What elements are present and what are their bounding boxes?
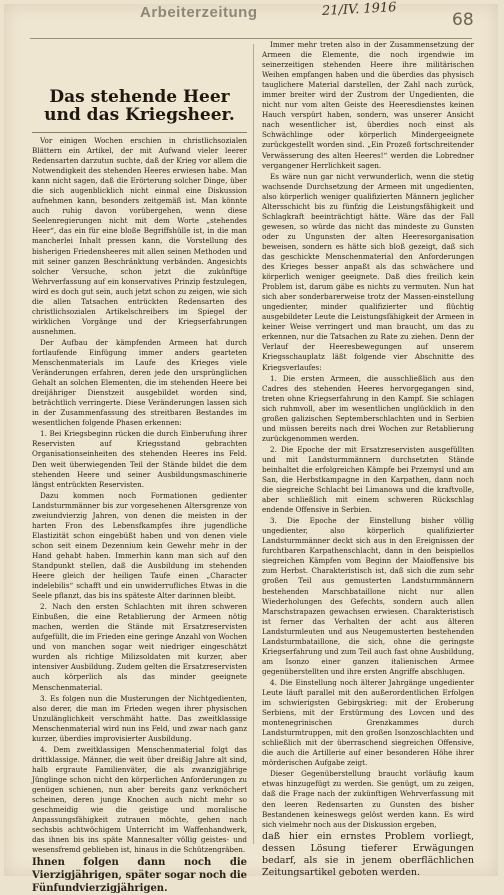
article-headline: Das stehende Heer und das Kriegsheer. xyxy=(44,87,235,125)
paragraph: Vor einigen Wochen erschien in christlichsozialen Blättern ein Artikel, der mit Aufwand vieler leerer Redensarten darzutun suchte, daß der Krieg vor allem die Notwendigkeit des stehenden Heeres erwiesen habe. Man kann nicht sagen, daß die Erörterung solcher Dinge, über die sich augenblicklich nicht einmal eine Diskussion aufnehmen kann, besonders zeitgemäß ist. Man könnte auch ruhig davon vorübergehen, wenn diese Seelenregierungen nicht mit dem Worte „stehendes Heer“, das ein für eine bloße Begriffshülle ist, in die man mancherlei Inhalt pressen kann, die Vorstellung des bisherigen Friedensheeres mit allen seinen Methoden und mit seiner ganzen Beschränktung verbänden. Angesichts solcher Versuche, schon jetzt die zukünftige Wehrverfassung auf ein konservatives Prinzip festzulegen, wird es doch gut sein, auch jetzt schon zu zeigen, wie sich die allen Tatsachen entrückten Redensarten des christlichsozialen Artikelschreibers im Spiegel der wirklichen Vorgänge und der Kriegserfahrungen ausnehmen. xyxy=(32,136,247,336)
top-rule xyxy=(30,38,472,39)
page-number: 68 xyxy=(452,10,474,30)
paragraph: Es wäre nun gar nicht verwunderlich, wenn die stetig wachsende Durchsetzung der Armeen mit ungedienten, also körperlich weniger qualifizierten Männern jeglicher Altersschicht bis zu fünfzig die Leistungsfähigkeit und Schlagkraft beeinträchtigt hätte. Wäre das der Fall gewesen, so würde das nicht das mindeste zu Gunsten oder zu Ungunsten der alten Heeresorganisation beweisen, sondern es hätte sich bloß gezeigt, daß sich das geschickte Menschenmaterial den Anforderungen des Krieges besser anpaßt als das schwächere und körperlich weniger geeignete. Daß dies freilich kein Problem ist, darum gäbe es nichts zu vermuten. Nun hat sich aber sonderbarerweise trotz der Massen-einstellung ungedienter, minder qualifizierter und flüchtig ausgebildeter Leute die Leistungsfähigkeit der Armeen in keiner Weise verringert und man braucht, um das zu erkennen, nur die Tatsachen zu Rate zu ziehen. Denn der Verlauf der Heeresbewegungen auf unserem Kriegsschauplatz läßt folgende vier Abschnitte des Kriegsverlaufes: xyxy=(262,171,474,372)
paragraph: 4. Die Einstellung noch älterer Jahrgänge ungedienter Leute läuft parallel mit den außerordentlichen Erfolgen im schwierigsten Gebirgskrieg: mit der Eroberung Serbiens, mit der Erstürmung des Lovcen und des montenegrinischen Grenzkammes durch Landsturmtruppen, mit den großen Isonzoschlachten und schließlich mit der überraschend siegreichen Offensive, die auch die Artillerie auf einer besonderen Höhe ihrer mörderischen Aufgabe zeigt. xyxy=(262,677,474,768)
paragraph: 2. Die Epoche der mit Ersatzreservisten ausgefüllten und mit Landsturmmännern durchsetzten Stände beinhaltet die erfolgreichen Kämpfe bei Przemysl und am San, die Herbstkampagne in den Karpathen, dann noch die siegreiche Schlacht bei Limanowa und die kraftvolle, aber schließlich mit einem schweren Rückschlag endende Offensive in Serbien. xyxy=(262,444,474,515)
paragraph: 3. Es folgen nun die Musterungen der Nichtgedienten, also derer, die man im Frieden wegen ihrer physischen Unzulänglichkeit verschmäht hatte. Das zweitklassige Menschenmaterial wird nun ins Feld, und zwar nach ganz kurzer, überdies improvisierter Ausbildung. xyxy=(32,693,247,743)
paragraph: Dieser Gegenüberstellung braucht vorläufig kaum etwas hinzugefügt zu werden. Sie genügt, um zu zeigen, daß die Frage nach der zukünftigen Wehrverfassung mit den leeren Redensarten zu Gunsten des bisher Bestandenen keineswegs gelöst werden kann. Es wird sich vielmehr noch aus der Diskussion ergeben, xyxy=(262,769,474,829)
column-divider xyxy=(253,44,254,844)
article-right-column xyxy=(262,40,474,878)
closing-line: daß hier ein ernstes Problem vorliegt, dessen Lösung tieferer Erwägungen bedarf, als sie in jenem oberflächlichen Zeitungsartikel geboten werden. xyxy=(262,830,474,878)
paragraph: 1. Bei Kriegsbeginn rücken die durch Einberufung ihrer Reservisten auf Kriegsstand gebrachten Organisationseinheiten des stehenden Heeres ins Feld. Den weit überwiegenden Teil der Stände bildet die dem stehenden Heere und seiner Ausbildungsmaschinerie längst entrückten Reservisten. xyxy=(32,429,247,489)
paragraph: Immer mehr treten also in der Zusammensetzung der Armeen die Elemente, die noch irgendwie im seinerzeitigen stehenden Heere ihre militärischen Weihen empfangen haben und die überdies das physisch tauglichere Material darstellen, der Zahl nach zurück, immer breiter wird der Zustrom der Ungedienten, die nicht nur vom alten Geiste des Heeresdienstes keinen Hauch verspürt haben, sondern, was unserer Ansicht nach wesentlicher ist, überdies noch einst als Schwächlinge oder körperlich Mindergeeignete zurückgestellt worden sind. „Ein Prozeß fortschreitender Verwässerung des alten Heeres!“ werden die Lobredner vergangener Herrlichkeit sagen. xyxy=(262,40,474,170)
paragraph: Dazu kommen noch Formationen gedienter Landsturmmänner bis zur vorgesehenen Altersgrenze von zweiundvierzig Jahren, von denen die meisten in der harten Fron des Lebensfkampfes ihre jugendliche Elastizität schon eingebüßt haben und von denen viele schon seit einem Dezennium kein Gewehr mehr in der Hand gehabt haben. Immerhin kann man sich auf den Standpunkt stellen, daß die Ausbildung im stehenden Heere gleich der heiligen Taufe einen „Character indelebilis“ schafft und ein unwiderrufliches Etwas in die Seele pflanzt, das bis ins späteste Alter darinnen bleibt. xyxy=(32,490,247,601)
paragraph: 3. Die Epoche der Einstellung bisher völlig ungedienter, also körperlich qualifizierter Landsturmmänner deckt sich aus in den Ereignissen der furchtbaren Karpathenschlacht, dann in den beispiellos siegreichen Kämpfen vom Beginn der Maioffensive bis zum Herbst. Charakteristisch ist, daß sich die zum sehr großen Teil aus gemusterten Landsturmmännern bestehenden Marschbataillone nicht nur allen Wiederholungen des Gefechts, sondern auch allen Marschstrapazen gewachsen erwiesen. Charakteristisch ist ferner das Verhalten der acht aus älteren Landsturmleuten und aus Neugemusterten bestehenden Landsturmbataillone, die sich, ohne die geringste Kriegserfahrung und zum Teil auch fast ohne Ausbildung, am Isonzo einer ganzen italienischen Armee gegenüberstellten und ihre ersten Angriffe abschlugen. xyxy=(262,516,474,676)
paragraph: Der Aufbau der kämpfenden Armeen hat durch fortlaufende Einfügung immer anders gearteten Menschenmaterials im Laufe des Krieges viele Veränderungen erfahren, deren jede den ursprünglichen Gehalt an solchen Elementen, die im stehenden Heere bei dreijähriger Dienstzeit ausgebildet worden sind, beträchtlich verringerte. Diese Veränderungen lassen sich in der Zusammenfassung des streitbaren Bestandes im wesentlichen folgende Phasen erkennen: xyxy=(32,337,247,428)
masthead: Arbeiterzeitung xyxy=(140,4,258,21)
article-left-column xyxy=(32,40,247,895)
paragraph: 1. Die ersten Armeen, die ausschließlich aus den Cadres des stehenden Heeres hervorgegangen sind, treten ohne Kriegserfahrung in den Kampf. Sie schlagen sich ruhmvoll, aber im wesentlichen unglücklich in den großen galizischen Septemberschlachten und in Serbien und müssen bereits nach drei Wochen zur Retablierung zurückgenommen werden. xyxy=(262,373,474,443)
headline-rule xyxy=(32,132,247,133)
paragraph: 2. Nach den ersten Schlachten mit ihren schweren Einbußen, die eine Retablierung der Armeen nötig machen, werden die Stände mit Ersatzreservisten aufgefüllt, die im Frieden eine geringe Anzahl von Wochen und von manchen sogar weit niedriger eingeschätzt wurden als richtige Milizsoldaten mit kurzer, aber intensiver Ausbildung. Zudem gelten die Ersatzreservisten auch körperlich als das minder geeignete Menschenmaterial. xyxy=(32,602,247,692)
closing-line: Ihnen folgen dann noch die Vierzigjährigen, später sogar noch die Fünfundvierzigjährigen. xyxy=(32,857,247,895)
handwritten-date: 21/IV. 1916 xyxy=(321,0,397,19)
paragraph: 4. Dem zweitklassigen Menschenmaterial folgt das drittklassige. Männer, die weit über dreißig Jahre alt sind, halb ergraute Familienväter, die als zwanzigjährige Jünglinge schon nicht den körperlichen Anforderungen zu genügen schienen, nun aber bereits ganz verknöchert scheinen, deren junge Knochen auch nicht mehr so geschmeidig wie die geistige und moralische Anpassungsfähigkeit zutrauen möchte, gehen nach sechsbis achtwöchigem Unterricht im Waffenhandwerk, das ihnen bis ins späte Mannesalter völlig geistes- und wesensfremd geblieben ist, hinaus in die Schützengräben. xyxy=(32,744,247,855)
